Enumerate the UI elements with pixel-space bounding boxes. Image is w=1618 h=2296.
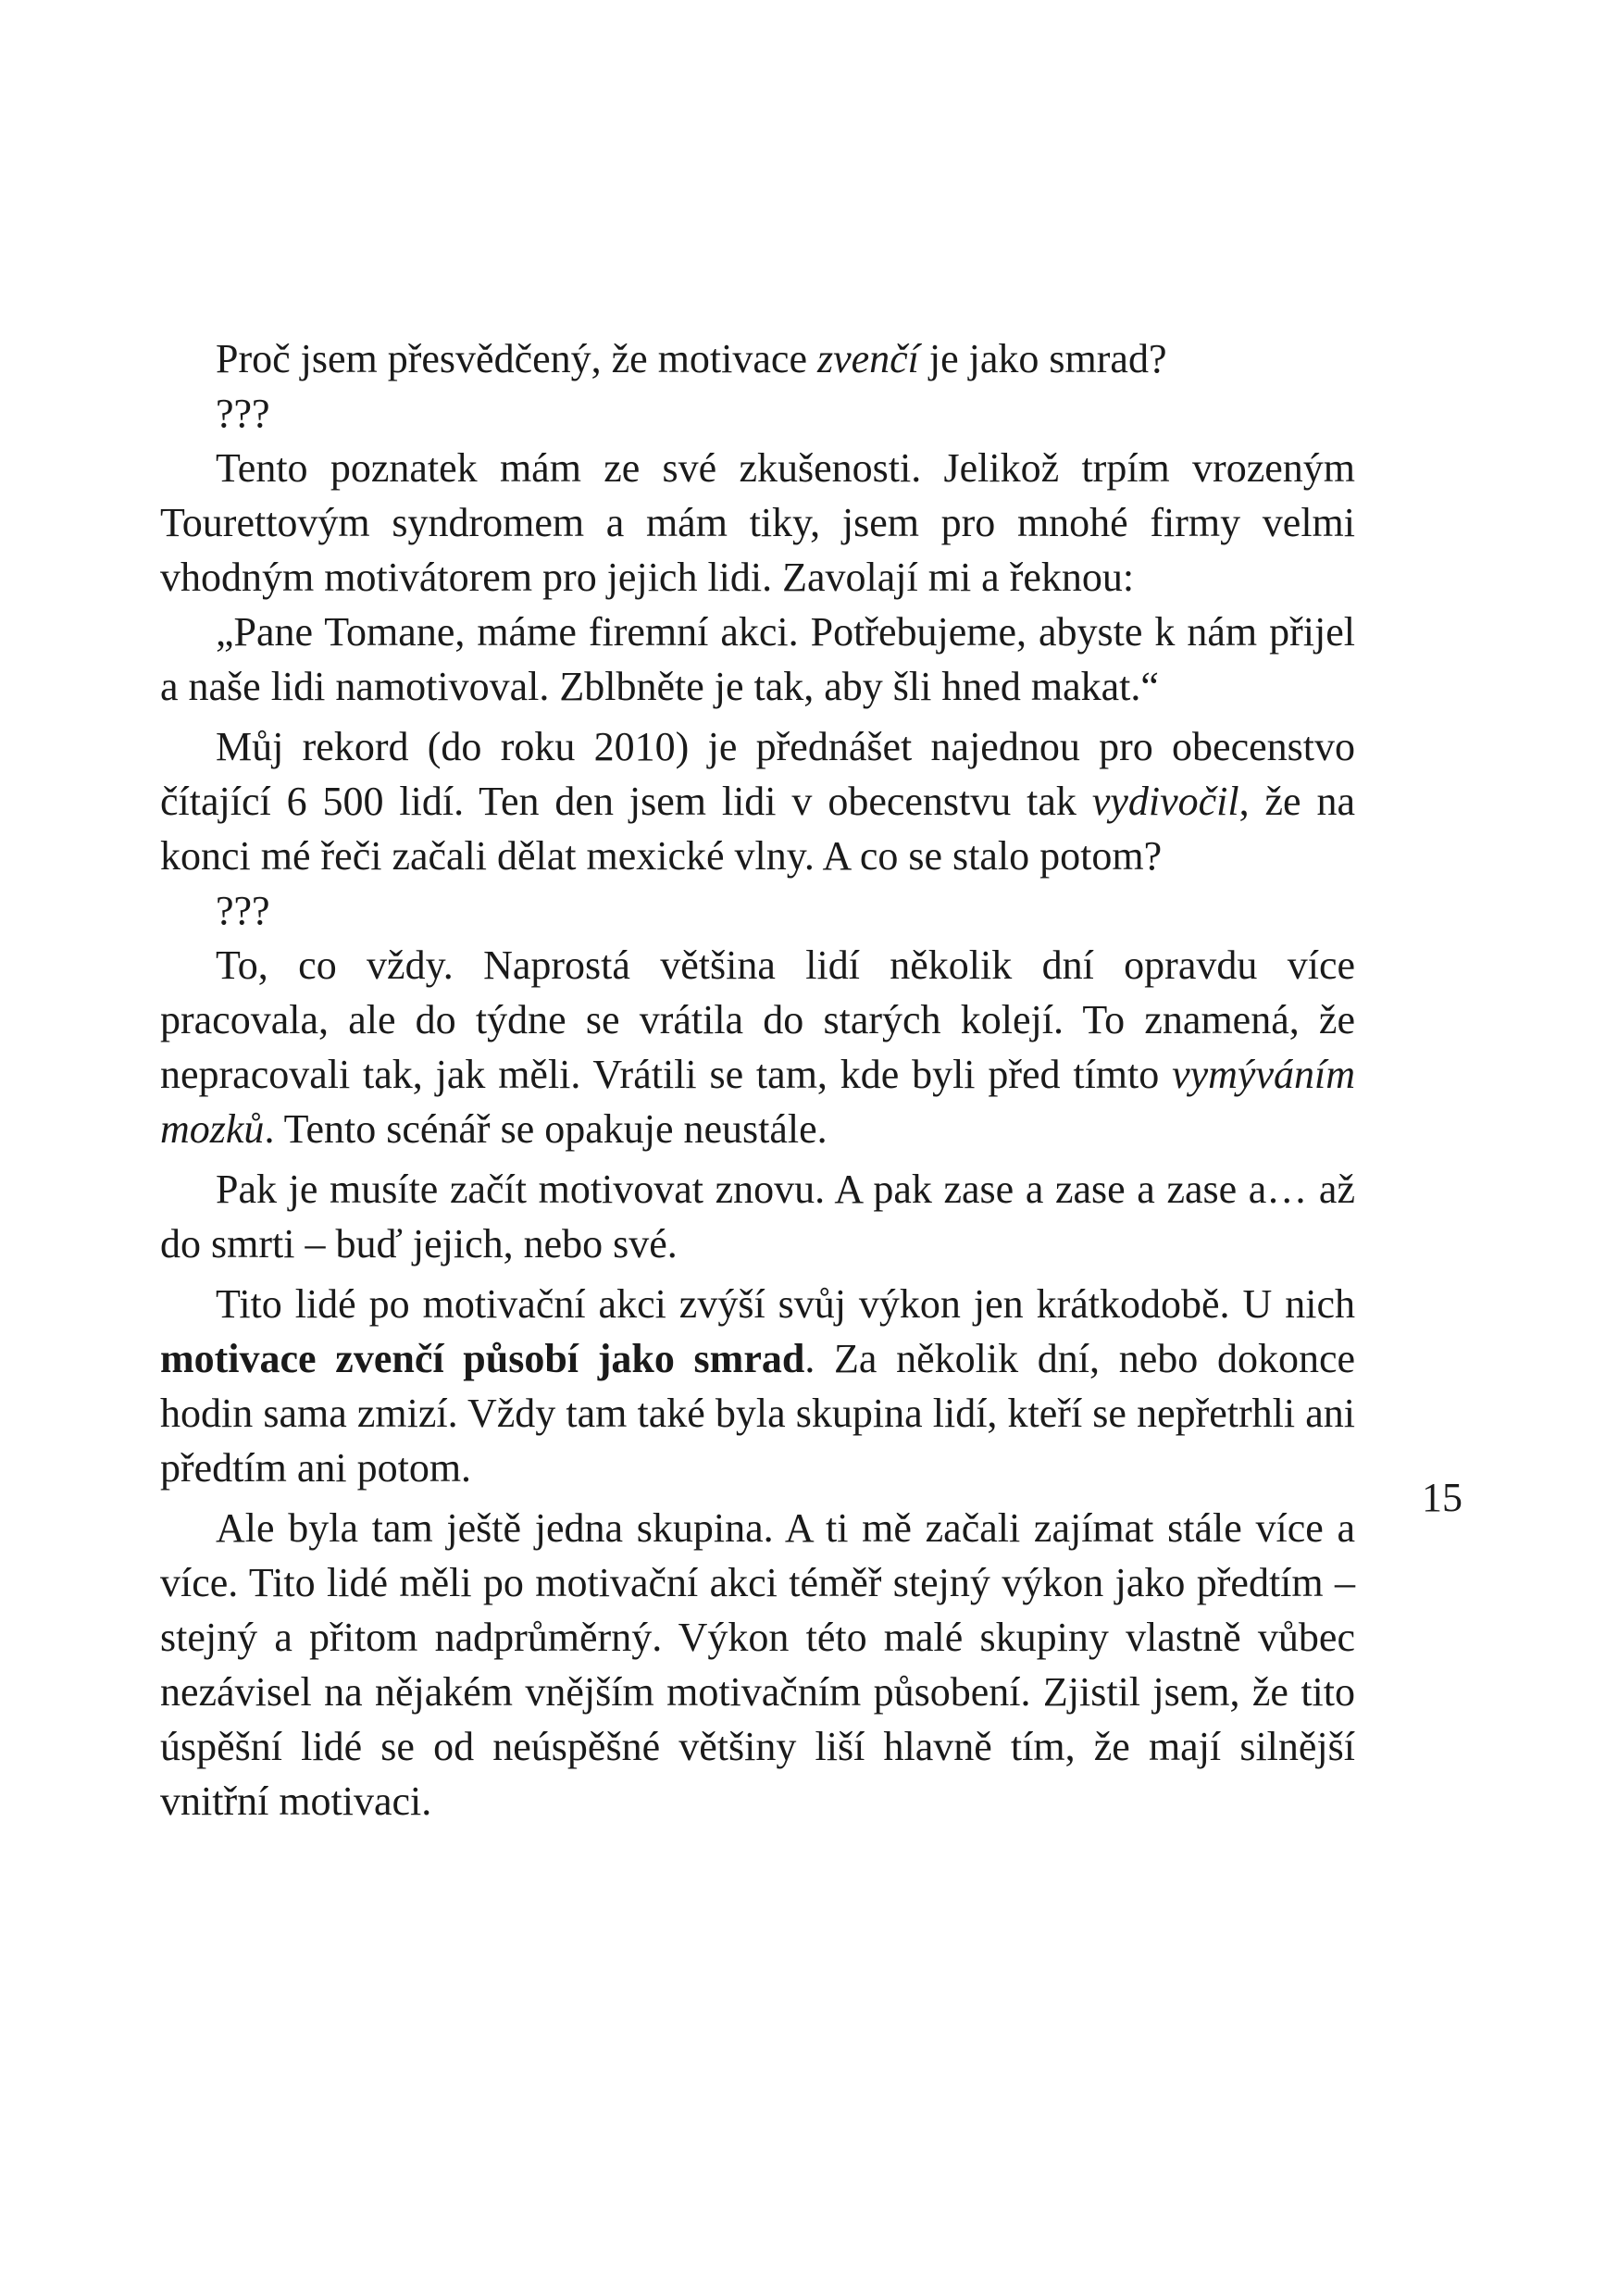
text-run: ??? <box>216 888 270 933</box>
text-run: . Za několik dní, nebo dokonce hodin sama zmizí. Vždy tam také byla skupina lidí, kteří se nepřetrhli ani předtím ani potom. <box>160 1336 1356 1491</box>
body-text <box>160 331 1355 1828</box>
page-number: 15 <box>1422 1475 1462 1520</box>
text-run: Proč jsem přesvědčený, že motivace <box>216 336 817 381</box>
italic-text: vydivočil <box>1091 779 1239 824</box>
text-run: Ale byla tam ještě jedna skupina. A ti mě začali zajímat stále více a více. Tito lidé měli po motivační akci téměř stejný výkon jako předtím – stejný a přitom nadprůměrný. Výkon této malé skupiny vlastně vůbec nezávisel na nějakém vnějším motivačním působení. Zjistil jsem, že tito úspěšní lidé se od neúspěšné většiny liší hlavně tím, že mají silnější vnitřní motivaci. <box>160 1505 1355 1824</box>
paragraph <box>160 1162 1355 1271</box>
paragraph <box>160 1501 1355 1828</box>
italic-text: vymýváním mozků <box>160 1052 1355 1152</box>
text-run: Tito lidé po motivační akci zvýší svůj výkon jen krátkodobě. U nich <box>216 1281 1355 1327</box>
text-run: Pak je musíte začít motivovat znovu. A pak zase a zase a zase a… až do smrti – buď jejich, nebo své. <box>160 1167 1355 1267</box>
text-run: . Tento scénář se opakuje neustále. <box>264 1106 828 1152</box>
paragraph <box>160 386 1355 441</box>
text-run: , že na konci mé řeči začali dělat mexické vlny. A co se stalo potom? <box>160 779 1355 879</box>
paragraph <box>160 605 1355 714</box>
paragraph <box>160 883 1355 938</box>
text-run: Tento poznatek mám ze své zkušenosti. Jelikož trpím vrozeným Tourettovým syndromem a mám tiky, jsem pro mnohé firmy velmi vhodným motivátorem pro jejich lidi. Zavolají mi a řeknou: <box>160 445 1355 600</box>
text-run: ??? <box>216 391 270 436</box>
text-run: Můj rekord (do roku 2010) je přednášet najednou pro obecenstvo čítající 6 500 lidí. Ten den jsem lidi v obecenstvu tak <box>160 724 1355 824</box>
paragraph <box>160 1277 1355 1495</box>
paragraph <box>160 331 1355 386</box>
paragraph <box>160 441 1355 605</box>
paragraph <box>160 938 1355 1156</box>
text-run: „Pane Tomane, máme firemní akci. Potřebujeme, abyste k nám přijel a naše lidi namotivoval. Zblbněte je tak, aby šli hned makat.“ <box>160 609 1355 709</box>
italic-text: zvenčí <box>816 336 919 381</box>
paragraph <box>160 719 1355 883</box>
text-run: To, co vždy. Naprostá většina lidí několik dní opravdu více pracovala, ale do týdne se vrátila do starých kolejí. To znamená, že nepracovali tak, jak měli. Vrátili se tam, kde byli před tímto <box>160 942 1355 1097</box>
bold-text: motivace zvenčí působí jako smrad <box>160 1336 805 1381</box>
text-run: je jako smrad? <box>918 336 1167 381</box>
